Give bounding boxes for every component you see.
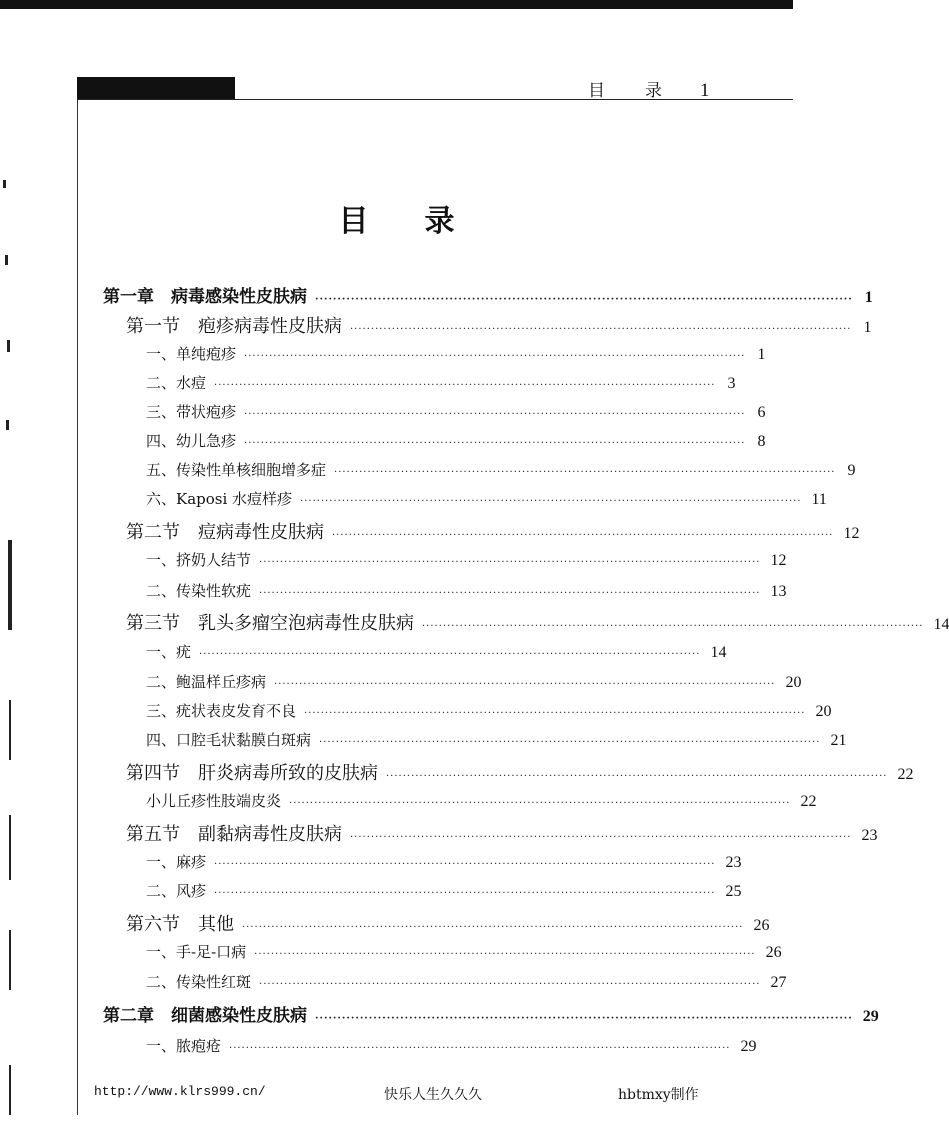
toc-page-number: 21 <box>830 732 847 749</box>
toc-page-number: 3 <box>727 375 736 392</box>
toc-section[interactable] <box>126 312 872 338</box>
scan-mark <box>9 815 11 880</box>
toc-section[interactable] <box>126 910 770 936</box>
toc-label: 二、风疹 <box>146 882 207 900</box>
leader-dots: ························································································································ <box>259 588 761 599</box>
scan-mark <box>5 255 8 265</box>
toc-item[interactable] <box>146 343 766 364</box>
toc-page-number: 9 <box>847 462 856 479</box>
toc-label: 二、传染性红斑 <box>146 973 252 991</box>
toc-page-number: 1 <box>864 289 873 306</box>
leader-dots: ························································································································ <box>304 708 806 719</box>
toc-label: 第六节 其他 <box>126 914 234 935</box>
toc-item[interactable] <box>146 580 787 601</box>
toc-section[interactable] <box>126 518 860 544</box>
toc-item[interactable] <box>146 880 742 901</box>
toc-label: 一、麻疹 <box>146 853 207 871</box>
toc-label: 五、传染性单核细胞增多症 <box>146 461 327 479</box>
scan-mark <box>3 180 6 188</box>
page-title <box>0 196 793 240</box>
leader-dots: ························································································································ <box>244 409 746 420</box>
scan-mark <box>6 420 9 430</box>
scan-mark <box>9 700 11 760</box>
footer-url[interactable]: http://www.klrs999.cn/ <box>94 1084 266 1099</box>
toc-page-number: 11 <box>811 491 827 508</box>
toc-page-number: 29 <box>862 1008 879 1025</box>
toc-item[interactable] <box>146 790 817 811</box>
toc-label: 第四节 肝炎病毒所致的皮肤病 <box>126 763 378 784</box>
toc-page-number: 1 <box>757 346 766 363</box>
toc-item[interactable] <box>146 549 787 570</box>
toc-item[interactable] <box>146 971 787 992</box>
toc-item[interactable] <box>146 729 847 750</box>
toc-item[interactable] <box>146 700 832 721</box>
footer-center-text: 快乐人生久久久 <box>384 1087 482 1103</box>
leader-dots: ························································································································ <box>229 1043 731 1054</box>
toc-chapter[interactable] <box>103 1001 879 1026</box>
toc-label: 二、鲍温样丘疹病 <box>146 673 267 691</box>
toc-label: 三、带状疱疹 <box>146 403 237 421</box>
toc-label: 第二章 细菌感染性皮肤病 <box>103 1006 307 1026</box>
toc-page-number: 22 <box>800 793 817 810</box>
leader-dots: ························································································································ <box>254 949 756 960</box>
running-header <box>588 76 712 102</box>
toc-section[interactable] <box>126 759 914 785</box>
leader-dots: ························································································································ <box>332 530 834 541</box>
toc-item[interactable] <box>146 941 782 962</box>
leader-dots: ························································································································ <box>214 859 716 870</box>
toc-label: 四、口腔毛状黏膜白斑病 <box>146 731 312 749</box>
toc-item[interactable] <box>146 401 766 422</box>
toc-label: 一、手-足-口病 <box>146 943 247 961</box>
scan-mark <box>9 930 11 990</box>
toc-page-number: 27 <box>770 974 787 991</box>
leader-dots: ························································································································ <box>289 798 791 809</box>
toc-item[interactable] <box>146 372 736 393</box>
toc-page-number: 25 <box>725 883 742 900</box>
toc-page-number: 13 <box>770 583 787 600</box>
toc-page-number: 20 <box>785 674 802 691</box>
toc-label: 第五节 副黏病毒性皮肤病 <box>126 824 342 845</box>
toc-page-number: 29 <box>740 1038 757 1055</box>
toc-page-number: 22 <box>897 766 914 783</box>
toc-label: 二、水痘 <box>146 374 207 392</box>
toc-page-number: 26 <box>753 917 770 934</box>
toc-label: 第一节 疱疹病毒性皮肤病 <box>126 316 342 337</box>
toc-page-number: 12 <box>843 525 860 542</box>
toc-label: 一、疣 <box>146 643 192 661</box>
leader-dots: ························································································································ <box>214 888 716 899</box>
toc-item[interactable] <box>146 641 727 662</box>
toc-item[interactable] <box>146 1035 757 1056</box>
toc-label: 小儿丘疹性肢端皮炎 <box>146 792 282 810</box>
toc-label: 一、单纯疱疹 <box>146 345 237 363</box>
toc-page-number: 26 <box>765 944 782 961</box>
toc-label: 第一章 病毒感染性皮肤病 <box>103 287 307 307</box>
toc-label: 六、Kaposi 水痘样疹 <box>146 490 293 508</box>
toc-item[interactable] <box>146 459 856 480</box>
leader-dots: ························································································································ <box>259 979 761 990</box>
toc-page-number: 23 <box>725 854 742 871</box>
toc-label: 第三节 乳头多瘤空泡病毒性皮肤病 <box>126 613 414 634</box>
leader-dots: ························································································································ <box>315 1013 853 1024</box>
toc-item[interactable] <box>146 488 827 509</box>
margin-line <box>77 100 78 1115</box>
toc-label: 三、疣状表皮发育不良 <box>146 702 297 720</box>
title-char: 录 <box>424 204 455 239</box>
leader-dots: ························································································································ <box>300 496 802 507</box>
leader-dots: ························································································································ <box>350 324 852 335</box>
leader-dots: ························································································································ <box>274 679 776 690</box>
toc-page-number: 8 <box>757 433 766 450</box>
leader-dots: ························································································································ <box>350 832 852 843</box>
toc-label: 一、脓疱疮 <box>146 1037 222 1055</box>
leader-dots: ························································································································ <box>315 294 853 305</box>
leader-dots: ························································································································ <box>244 438 746 449</box>
toc-chapter[interactable] <box>103 282 873 307</box>
header-char: 录 <box>645 81 664 101</box>
toc-section[interactable] <box>126 820 878 846</box>
leader-dots: ························································································································ <box>199 649 701 660</box>
leader-dots: ························································································································ <box>214 380 716 391</box>
title-char: 目 <box>338 204 369 239</box>
toc-label: 四、幼儿急疹 <box>146 432 237 450</box>
leader-dots: ························································································································ <box>242 922 744 933</box>
leader-dots: ························································································································ <box>422 621 924 632</box>
toc-section[interactable] <box>126 609 949 635</box>
scan-mark <box>9 1065 11 1115</box>
toc-item[interactable] <box>146 430 766 451</box>
scan-top-band <box>0 0 793 9</box>
leader-dots: ························································································································ <box>386 771 888 782</box>
toc-label: 二、传染性软疣 <box>146 582 252 600</box>
toc-item[interactable] <box>146 851 742 872</box>
leader-dots: ························································································································ <box>259 557 761 568</box>
toc-item[interactable] <box>146 671 802 692</box>
toc-page-number: 12 <box>770 552 787 569</box>
leader-dots: ························································································································ <box>334 467 836 478</box>
toc-page-number: 14 <box>710 644 727 661</box>
scan-mark <box>7 340 10 352</box>
header-black-block <box>77 77 235 100</box>
scan-mark <box>8 540 12 630</box>
toc-label: 第二节 痘病毒性皮肤病 <box>126 522 324 543</box>
toc-page-number: 14 <box>933 616 949 633</box>
toc-page-number: 1 <box>863 319 872 336</box>
toc-label: 一、挤奶人结节 <box>146 551 252 569</box>
header-page-number: 1 <box>700 80 712 101</box>
toc-page-number: 6 <box>757 404 766 421</box>
header-char: 目 <box>588 81 607 101</box>
footer-credit: hbtmxy制作 <box>618 1087 699 1103</box>
toc-page-number: 23 <box>861 827 878 844</box>
toc-page-number: 20 <box>815 703 832 720</box>
leader-dots: ························································································································ <box>244 351 746 362</box>
leader-dots: ························································································································ <box>319 737 821 748</box>
